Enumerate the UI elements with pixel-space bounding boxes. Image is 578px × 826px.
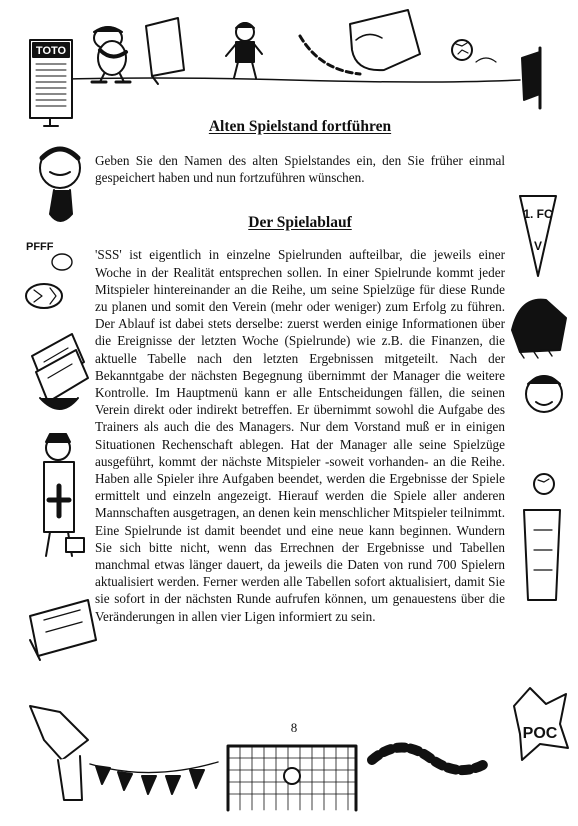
paragraph-alten-spielstand: Geben Sie den Namen des alten Spielstandes ein, den Sie früher einmal gespeichert haben und nun fortzuführen wünschen. [95,153,505,186]
paragraph-spielablauf: 'SSS' ist eigentlich in einzelne Spielrunden aufteilbar, die jeweils einer Woche in der Realität entsprechen sollen. In einer Spielrunde kommt jeder Mitspieler hintereinander an die Reihe, um seine Spielzüge für diese Runde zu planen und somit den Verein (mehr oder weniger) zum Erfolg zu führen. Der Ablauf ist dabei stets derselbe: zuerst werden einige Informationen über die Ereignisse der letzten Woche (Spielrunde) wie z.B. die Finanzen, die aktuelle Tabelle nach den letzten Ergebnissen mitgeteilt. Nach der Bekanntgabe der nächsten Begegnung übernimmt der Manager die weitere Kontrolle. Im Hauptmenü kann er alle Entscheidungen fällen, die seinen Verein direkt oder indirekt betreffen. Er übernimmt sowohl die Aufgabe des Trainers als auch die des Managers. Nur dem Vorstand muß er in einigen Situationen Rechenschaft ablegen. Hat der Manager alle seine Spielzüge ausgeführt, kommt der nächste Mitspieler -soweit vorhanden- an die Reihe. Haben alle Spieler ihre Aufgaben beendet, werden die Ergebnisse der Spiele ermittelt und einzeln angezeigt. Hierauf werden die Spiele aller anderen Mannschaften ausgetragen, an denen kein menschlicher Mitspieler teilnimmt. Eine Spielrunde ist damit beendet und eine neue kann beginnen. Wundern Sie sich bitte nicht, wenn das Errechnen der Ergebnisse und Tabellen manchmal etwas länger dauert, da jeweils die Daten von rund 700 Spielern aktualisiert werden. Ferner werden alle Tabellen sofort aktualisiert, damit Sie sie sofort in der nächsten Runde aufrufen können, um genauestens über die Veränderungen in allen vier Ligen informiert zu sein. [95,247,505,624]
bird-mascot-icon [92,27,130,82]
poc-burst-icon [514,688,568,760]
poc-label: POC [522,725,558,742]
whistle-icon [300,10,420,74]
money-bundle-icon [32,334,88,409]
pennant-icon [520,196,556,276]
page-number: 8 [290,720,298,735]
toto-sign-icon [30,40,72,126]
pennant-label: 1. FC [523,207,553,221]
corner-flag-icon [522,48,540,108]
pfff-bubble-label: PFFF [26,241,54,253]
pfff-bubble-icon [26,241,72,308]
medic-figure-icon [44,434,84,556]
flag-icon [146,18,184,84]
bandaged-face-icon [40,148,80,221]
heading-spielablauf: Der Spielablauf [248,214,352,232]
toto-sign-label: TOTO [35,45,67,57]
bunting-icon [90,762,218,794]
pennant-letter: V [533,239,543,253]
football-boot-icon [512,300,566,358]
player-figure-icon [226,23,262,78]
ticket-icon [30,600,96,660]
heading-alten-spielstand: Alten Spielstand fortführen [208,118,392,135]
fan-face-icon [526,376,562,412]
text-column [95,118,505,625]
goal-net-icon [228,746,356,810]
scarf-icon [372,747,488,770]
ball-icon-right [524,474,560,600]
horn-icon [30,706,88,800]
football-icon [452,40,496,62]
